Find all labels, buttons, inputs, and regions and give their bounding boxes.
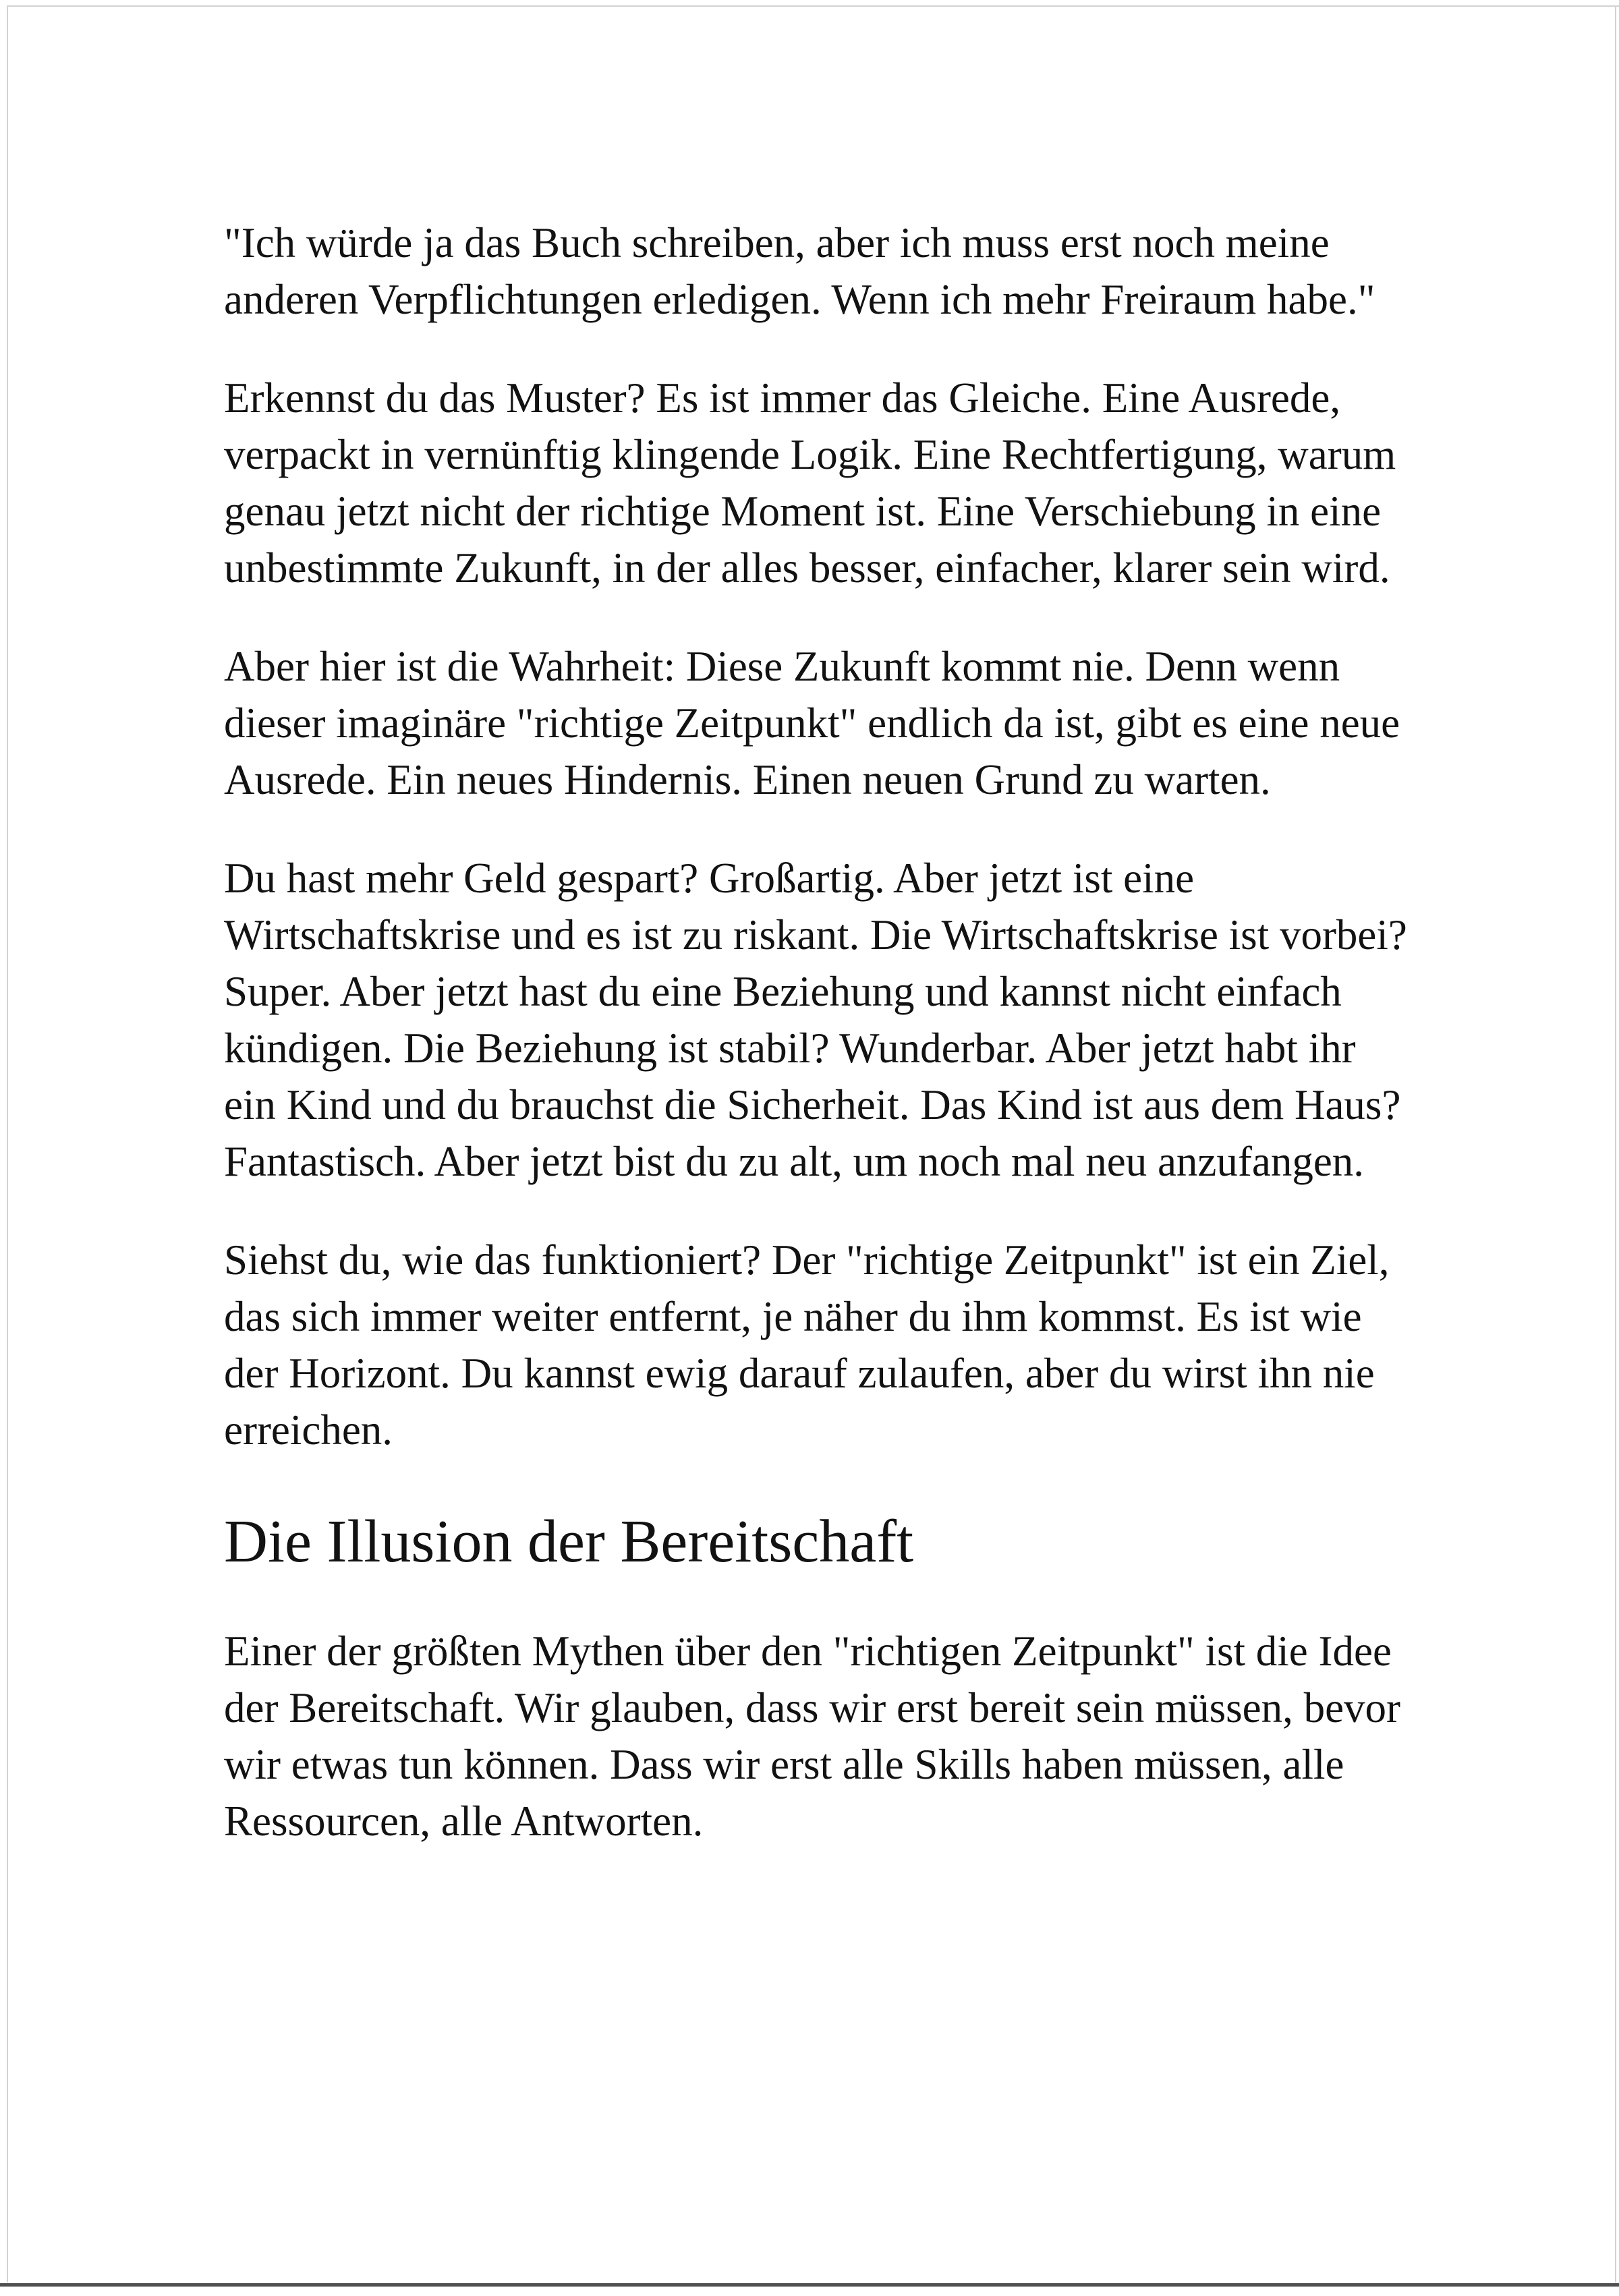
page-edge-left [7, 5, 8, 2283]
paragraph: Erkennst du das Muster? Es ist immer das Gleiche. Eine Ausrede, verpackt in vernünftig klingende Logik. Eine Rechtfertigung, warum genau jetzt nicht der richtige Moment ist. Eine Verschiebung in eine unbestimmte Zukunft, in der alles besser, einfacher, klarer sein wird. [224, 374, 1396, 592]
page-break-divider [0, 2283, 1619, 2287]
paragraph: Siehst du, wie das funktioniert? Der "richtige Zeitpunkt" ist ein Ziel, das sich immer weiter entfernt, je näher du ihm kommst. Es ist wie der Horizont. Du kannst ewig darauf zulaufen, aber du wirst ihn nie erreichen. [224, 1236, 1390, 1454]
paragraph: Aber hier ist die Wahrheit: Diese Zukunft kommt nie. Denn wenn dieser imaginäre "richtige Zeitpunkt" endlich da ist, gibt es eine neue Ausrede. Ein neues Hindernis. Einen neuen Grund zu warten. [224, 643, 1400, 803]
document-content [224, 214, 1410, 1891]
section-heading: Die Illusion der Bereitschaft [224, 1508, 914, 1575]
paragraph-quote: "Ich würde ja das Buch schreiben, aber ich muss erst noch meine anderen Verpflichtungen erledigen. Wenn ich mehr Freiraum habe." [224, 219, 1375, 323]
page-edge-top [7, 5, 1619, 7]
paragraph: Einer der größten Mythen über den "richtigen Zeitpunkt" ist die Idee der Bereitschaft. Wir glauben, dass wir erst bereit sein müssen, bevor wir etwas tun können. Dass wir erst alle Skills haben müssen, alle Ressourcen, alle Antworten. [224, 1628, 1401, 1845]
page-edge-right [1615, 5, 1616, 2283]
paragraph: Du hast mehr Geld gespart? Großartig. Aber jetzt ist eine Wirtschaftskrise und es ist zu riskant. Die Wirtschaftskrise ist vorbei? Super. Aber jetzt hast du eine Beziehung und kannst nicht einfach kündigen. Die Beziehung ist stabil? Wunderbar. Aber jetzt habt ihr ein Kind und du brauchst die Sicherheit. Das Kind ist aus dem Haus? Fantastisch. Aber jetzt bist du zu alt, um noch mal neu anzufangen. [224, 855, 1407, 1185]
